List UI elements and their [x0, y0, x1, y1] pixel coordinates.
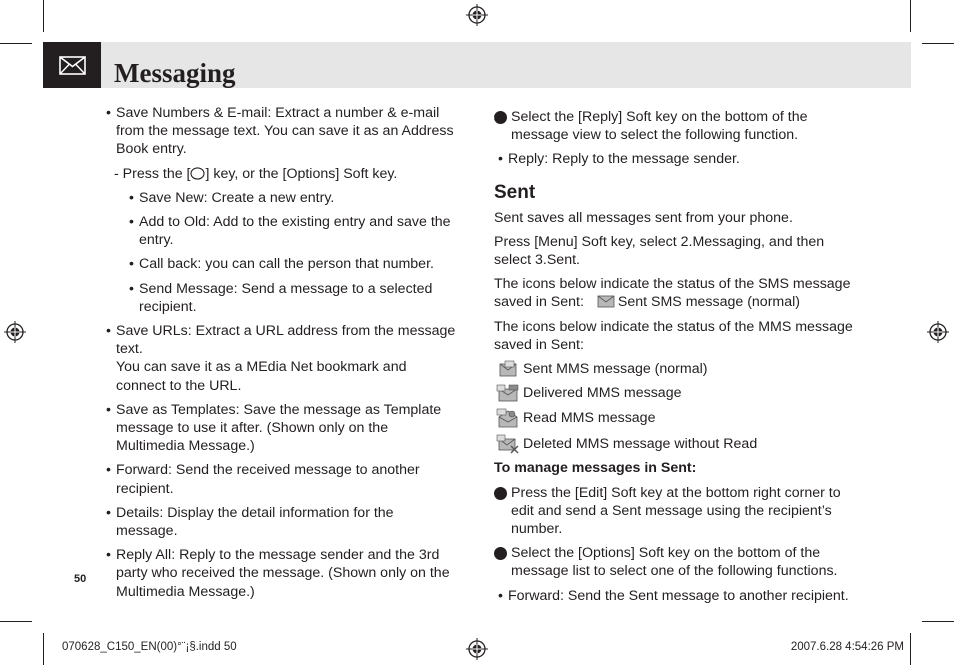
right-column [489, 108, 864, 605]
subsection-heading: To manage messages in Sent: [494, 460, 697, 477]
mms-status-row [496, 434, 864, 454]
mms-status-label: Delivered MMS message [523, 385, 682, 402]
crop-mark [0, 621, 32, 622]
read-mms-icon [496, 408, 520, 428]
section-heading: Sent [494, 181, 536, 203]
step-number: 1 [494, 487, 507, 500]
list-item: • Call back: you can call the person that number. [129, 255, 458, 273]
step-number: 4 [494, 111, 507, 124]
paragraph: Press [Menu] Soft key, select 2.Messaging, and then select 3.Sent. [494, 233, 825, 269]
mms-status-row [496, 408, 864, 428]
sub-list [106, 189, 458, 316]
step-item [489, 484, 864, 539]
paragraph: Sent saves all messages sent from your phone. [494, 209, 793, 226]
paragraph: The icons below indicate the status of the MMS message saved in Sent: [494, 318, 853, 353]
crop-mark [922, 621, 954, 622]
press-prefix: - Press the [ [114, 165, 191, 182]
list-item [106, 165, 458, 183]
save-urls-text: • Save URLs: Extract a URL address from the message text. [116, 323, 456, 358]
mms-status-row [496, 360, 864, 378]
crop-mark [43, 633, 44, 665]
paragraph [494, 275, 864, 311]
sms-normal-text: Sent SMS message (normal) [617, 294, 801, 311]
deleted-mms-icon [496, 434, 520, 454]
list-item: • Add to Old: Add to the existing entry and save the entry. [129, 213, 458, 249]
registration-mark-icon [466, 4, 488, 26]
ok-key-icon [190, 167, 205, 180]
mms-status-label: Deleted MMS message without Read [523, 436, 758, 453]
press-suffix: ] key, or the [Options] Soft key. [205, 165, 398, 182]
list-item: • Reply All: Reply to the message sender and the 3rd party who received the message. (Shown only on the Multimedia Message.) [106, 546, 458, 601]
registration-mark-icon [927, 321, 949, 343]
sent-sms-icon [597, 294, 615, 308]
sent-mms-icon [496, 360, 520, 378]
left-column [106, 104, 458, 601]
footer-filename: 070628_C150_EN(00)°¨¡§.indd 50 [62, 641, 237, 653]
step-item [489, 544, 864, 580]
sms-icons-text: The icons below indicate the status of the SMS message saved in Sent: [494, 276, 851, 311]
crop-mark [922, 43, 954, 44]
list-item: • Details: Display the detail information for the message. [106, 504, 458, 540]
list-item [106, 322, 458, 395]
header-icon-box [43, 42, 101, 88]
step-text: Press the [Edit] Soft key at the bottom right corner to edit and send a Sent message using the recipient’s number. [511, 484, 841, 538]
envelope-icon [59, 56, 86, 75]
footer-date: 2007.6.28 4:54:26 PM [790, 641, 904, 653]
mms-status-label: Sent MMS message (normal) [523, 361, 708, 378]
delivered-mms-icon [496, 384, 520, 402]
crop-mark [43, 0, 44, 32]
step-text: Select the [Reply] Soft key on the bottom of the message view to select the following function. [511, 109, 808, 144]
list-item: • Save Numbers & E-mail: Extract a number & e-mail from the message text. You can save it as an Address Book entry. [106, 104, 458, 159]
list-item: • Save as Templates: Save the message as Template message to use it after. (Shown only on the Multimedia Message.) [106, 401, 458, 456]
save-urls-text: You can save it as a MEdia Net bookmark and connect to the URL. [116, 359, 407, 394]
crop-mark [910, 633, 911, 665]
page-number: 50 [74, 573, 87, 585]
crop-mark [910, 0, 911, 32]
page-title: Messaging [114, 58, 236, 88]
list-item: • Send Message: Send a message to a selected recipient. [129, 280, 458, 316]
list-item: • Save New: Create a new entry. [129, 189, 458, 207]
mms-status-row [496, 384, 864, 402]
registration-mark-icon [466, 638, 488, 660]
mms-status-label: Read MMS message [523, 410, 656, 427]
list-item: • Reply: Reply to the message sender. [498, 150, 864, 168]
list-item: • Forward: Send the Sent message to another recipient. [498, 587, 864, 605]
step-item [489, 108, 864, 144]
list-item: • Forward: Send the received message to another recipient. [106, 461, 458, 497]
registration-mark-icon [4, 321, 26, 343]
step-text: Select the [Options] Soft key on the bottom of the message list to select one of the following functions. [511, 545, 838, 580]
step-number: 2 [494, 547, 507, 560]
crop-mark [0, 43, 32, 44]
